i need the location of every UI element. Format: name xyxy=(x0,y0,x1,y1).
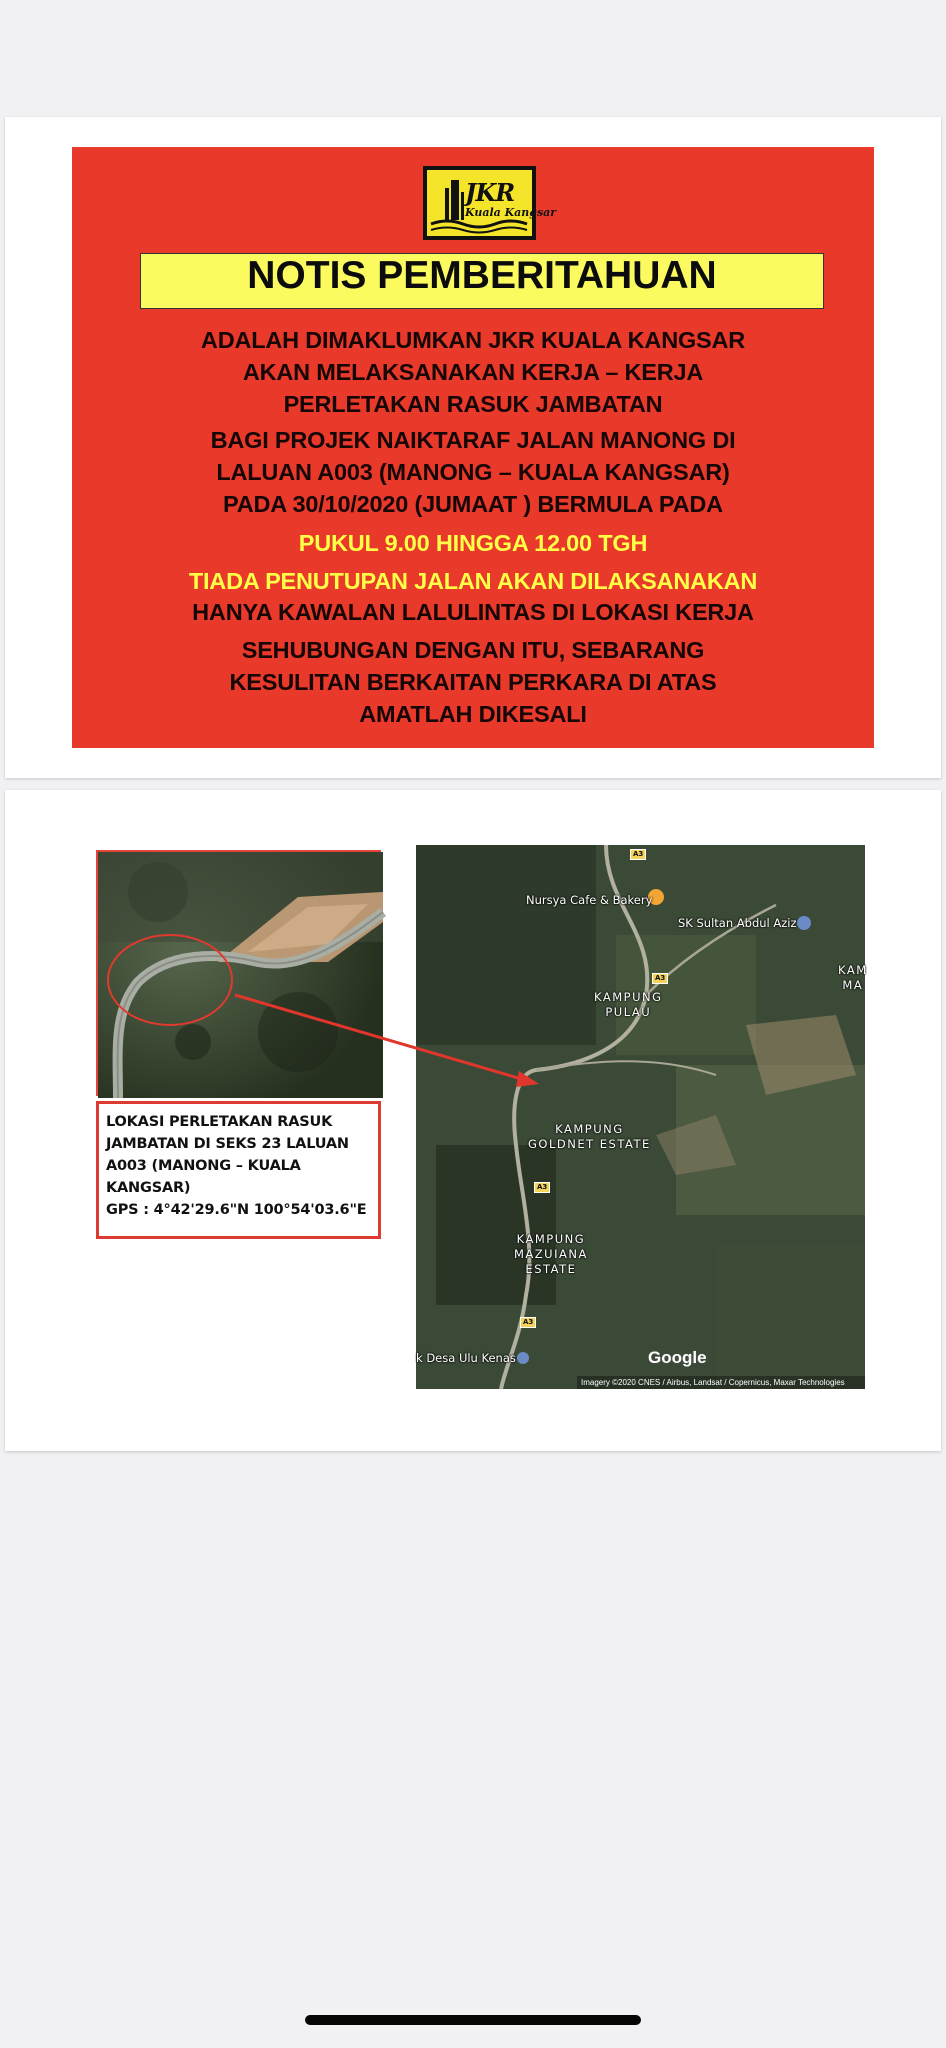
place-label-kampung-pulau: KAMPUNG PULAU xyxy=(594,990,663,1019)
notice-heading: NOTIS PEMBERITAHUAN xyxy=(140,253,824,309)
notice-line: HANYA KAWALAN LALULINTAS DI LOKASI KERJA xyxy=(192,599,754,625)
notice-line: LALUAN A003 (MANONG – KUALA KANGSAR) xyxy=(216,459,730,485)
home-indicator[interactable] xyxy=(305,2015,641,2025)
place-label-cafe: Nursya Cafe & Bakery xyxy=(526,893,653,907)
notice-line: BAGI PROJEK NAIKTARAF JALAN MANONG DI xyxy=(210,427,736,453)
notice-line: PADA 30/10/2020 (JUMAAT ) BERMULA PADA xyxy=(223,491,723,517)
caption-line: JAMBATAN DI SEKS 23 LALUAN xyxy=(106,1136,349,1152)
map-attribution: Imagery ©2020 CNES / Airbus, Landsat / Copernicus, Maxar Technologies xyxy=(577,1376,865,1389)
jkr-logo xyxy=(423,166,557,240)
route-shield: A3 xyxy=(652,973,668,984)
no-closure-line: TIADA PENUTUPAN JALAN AKAN DILAKSANAKAN xyxy=(188,568,758,594)
notice-line: ADALAH DIMAKLUMKAN JKR KUALA KANGSAR xyxy=(200,327,746,353)
caption-line: KANGSAR) xyxy=(106,1180,191,1196)
route-shield: A3 xyxy=(520,1317,536,1328)
logo-subtitle: Kuala Kangsar xyxy=(465,206,557,219)
notice-line: KESULITAN BERKAITAN PERKARA DI ATAS xyxy=(229,669,717,695)
notice-banner xyxy=(72,147,874,748)
notice-line: PERLETAKAN RASUK JAMBATAN xyxy=(283,391,663,417)
location-slide xyxy=(5,790,941,1451)
notice-line: SEHUBUNGAN DENGAN ITU, SEBARANG xyxy=(241,637,705,663)
caption-line: LOKASI PERLETAKAN RASUK xyxy=(106,1114,333,1130)
route-shield: A3 xyxy=(630,849,646,860)
notice-line: AKAN MELAKSANAKAN KERJA – KERJA xyxy=(242,359,704,385)
time-line: PUKUL 9.00 HINGGA 12.00 TGH xyxy=(298,530,648,556)
satellite-map[interactable] xyxy=(416,845,868,1389)
location-caption xyxy=(96,1101,381,1239)
site-closeup-image xyxy=(96,850,381,1096)
gps-coordinates: GPS : 4°42'29.6"N 100°54'03.6"E xyxy=(106,1202,367,1218)
place-label-mazuiana: KAMPUNG MAZUIANA ESTATE xyxy=(514,1232,588,1276)
place-label-school: SK Sultan Abdul Aziz xyxy=(678,916,797,930)
notice-line: AMATLAH DIKESALI xyxy=(359,701,587,727)
logo-title: JKR xyxy=(465,178,515,207)
place-label-desa: k Desa Ulu Kenas xyxy=(416,1351,516,1365)
notice-slide xyxy=(5,117,941,778)
google-logo: Google xyxy=(648,1348,707,1367)
route-shield: A3 xyxy=(534,1182,550,1193)
place-label-edge: KAM MA xyxy=(838,963,868,992)
place-label-goldnet: KAMPUNG GOLDNET ESTATE xyxy=(528,1122,651,1151)
caption-line: A003 (MANONG – KUALA xyxy=(106,1158,301,1174)
